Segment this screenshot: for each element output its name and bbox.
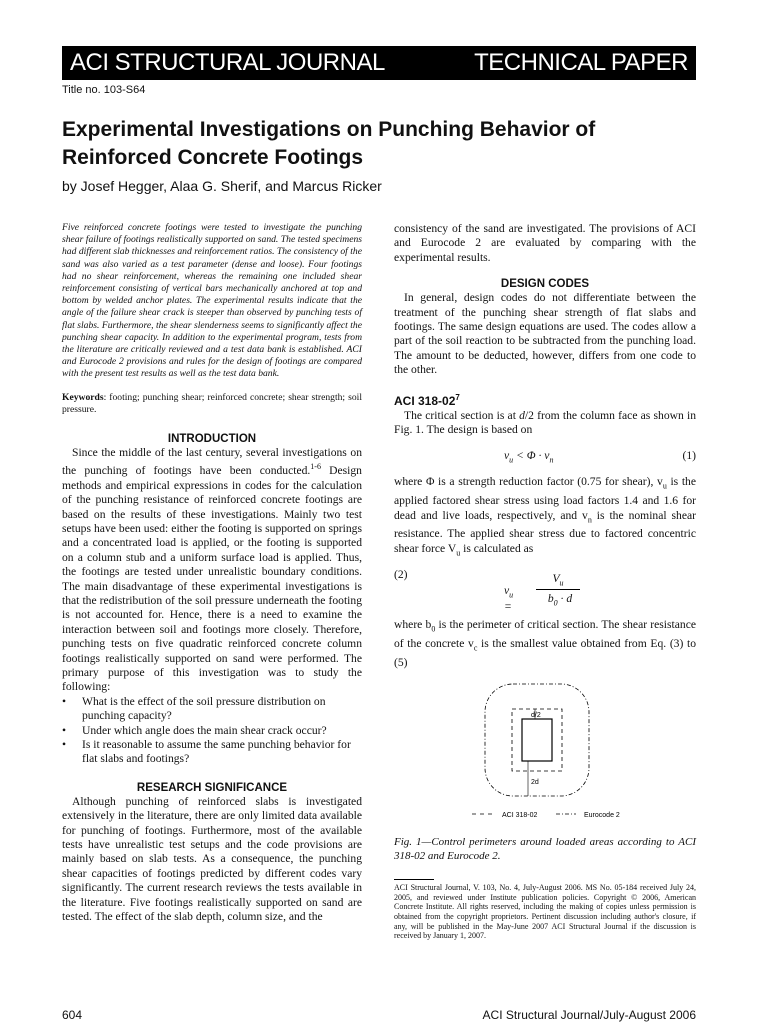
figure-1-control-perimeters [394, 680, 696, 830]
research-significance-heading: RESEARCH SIGNIFICANCE [136, 781, 288, 794]
paper-type: TECHNICAL PAPER [474, 49, 688, 76]
research-significance-paragraph: Although punching of reinforced slabs is investigated extensively in the literature, there are only limited data available for punching of footings. Furthermore, most of the available tests have unrealistic test setups and the code provisions are mainly based on slab tests. As a consequence, the punching shear capacities of footings predicted by different codes vary significantly. The current research reviews the tests available in the literature. Five footings realistically supported on sand are tested. The effect of the slab depth, column size, and the [62, 794, 362, 924]
aci-paragraph: The critical section is at d/2 from the column face as shown in Fig. 1. The design is based on [394, 408, 696, 437]
half-depth-label: d/2 [531, 712, 541, 720]
design-codes-paragraph: In general, design codes do not differentiate between the treatment of the punching shear strength of flat slabs and footings. The same design equations are used. The codes allow a part of the soil reaction to be subtracted from the punching load. The amount to be deducted, however, differs from one code to the other. [394, 291, 696, 377]
right-column [394, 222, 696, 941]
journal-name: ACI STRUCTURAL JOURNAL [70, 49, 385, 76]
abstract: Five reinforced concrete footings were tested to investigate the punching shear failure of footings realistically supported on sand. The tested specimens had different slab thicknesses and reinforcement ratios. The consistency of the sand was also varied as a test parameter (dense and loose). Four footings had no shear reinforcement, whereas the remaining one included shear reinforcement consisting of vertical bars mechanically anchored at top and bottom by welded anchor plates. The experimental results indicate that the angle of the failure shear crack is steeper than observed by punching tests of flat slabs. Furthermore, the shear slenderness seems to significantly affect the punching shear capacity. In addition to the experimental program, tests from the literature are critically reviewed and a test data bank is established. ACI and Eurocode 2 provisions and rules for the design of footings are compared with the present test results as well as the test data bank. [62, 222, 362, 380]
continued-paragraph: consistency of the sand are investigated. The provisions of ACI and Eurocode 2 are evaluated by comparing with the experimental results. [394, 222, 696, 264]
left-column [62, 222, 362, 925]
equation-2: $v_u$ = $V_u$ $b_0 \cdot d$ (2) [394, 568, 696, 612]
keywords: Keywords: footing; punching shear; reinforced concrete; shear strength; soil pressure. [62, 391, 362, 415]
list-item: • Is it reasonable to assume the same punching behavior for flat slabs and footings? [62, 738, 362, 767]
figure-1-caption: Fig. 1—Control perimeters around loaded areas according to ACI 318-02 and Eurocode 2. [394, 836, 696, 862]
equation-2-description: where $b_0$ is the perimeter of critical section. The shear resistance of the concrete $v_c$ is the smallest value obtained from Eq. (3) to (5) [394, 618, 696, 669]
footnote: ACI Structural Journal, V. 103, No. 4, July-August 2006. MS No. 05-184 received July 24, 2005, and reviewed under Institute publication policies. Copyright © 2006, American Concrete Institute. All rights reserved, including the making of copies unless permission is obtained from the copyright proprietors. Pertinent discussion including author's closure, if any, will be published in the May-June 2007 ACI Structural Journal if the discussion is received by January 1, 2007. [394, 883, 696, 941]
equation-1: $v_u < \Phi \cdot v_n$ (1) [504, 449, 696, 465]
equation-1-description: where Φ is a strength reduction factor (0.75 for shear), $v_u$ is the applied factored shear stress using load factors 1.4 and 1.6 for dead and live loads, respectively, and $v_n$ is the nominal shear resistance. The applied shear stress due to factored concentric shear force $V_u$ is calculated as [394, 475, 696, 558]
paper-title: Experimental Investigations on Punching Behavior of Reinforced Concrete Footings [62, 118, 596, 169]
journal-footer: ACI Structural Journal/July-August 2006 [482, 1008, 696, 1022]
list-item: • What is the effect of the soil pressure distribution on punching capacity? [62, 695, 362, 724]
introduction-paragraph: Since the middle of the last century, several investigations on the punching of footings have been conducted.$^{1-6}$ Design methods and empirical expressions in codes for the calculation of the punching resistance of reinforced concrete footings are based on the results of these investigations. Mainly two test setups have been used: either the footing is supported on springs and a concentrated load is applied, or the footing is supported on a column stub and a uniform surface load is applied. Thus, the footings are tested under unrealistic boundary conditions. The main disadvantage of these experimental investigations is that the redistribution of the soil pressure underneath the footing is not accounted for. Hence, there is a need to examine the interaction between soil and footings more closely. Therefore, punching tests on five quadratic reinforced concrete column footings realistically supported on sand were performed. The primary purpose of this investigation was to study the following: [62, 446, 362, 694]
design-codes-heading: DESIGN CODES [500, 278, 590, 291]
title-number: Title no. 103-S64 [62, 84, 146, 96]
aci-legend-label: ACI 318-02 [502, 812, 538, 820]
column-outline [522, 719, 552, 761]
footnote-block [394, 879, 696, 941]
page-number: 604 [62, 1008, 83, 1022]
eurocode-legend-label: Eurocode 2 [584, 812, 620, 820]
study-questions-list [62, 695, 362, 767]
aci-heading: ACI $318-02^7$ [394, 392, 460, 408]
authors: by Josef Hegger, Alaa G. Sherif, and Marcus Ricker [62, 178, 382, 194]
introduction-heading: INTRODUCTION [167, 433, 257, 446]
two-depth-label: 2d [531, 779, 539, 787]
journal-header-bar [62, 46, 696, 80]
list-item: • Under which angle does the main shear crack occur? [62, 724, 362, 738]
